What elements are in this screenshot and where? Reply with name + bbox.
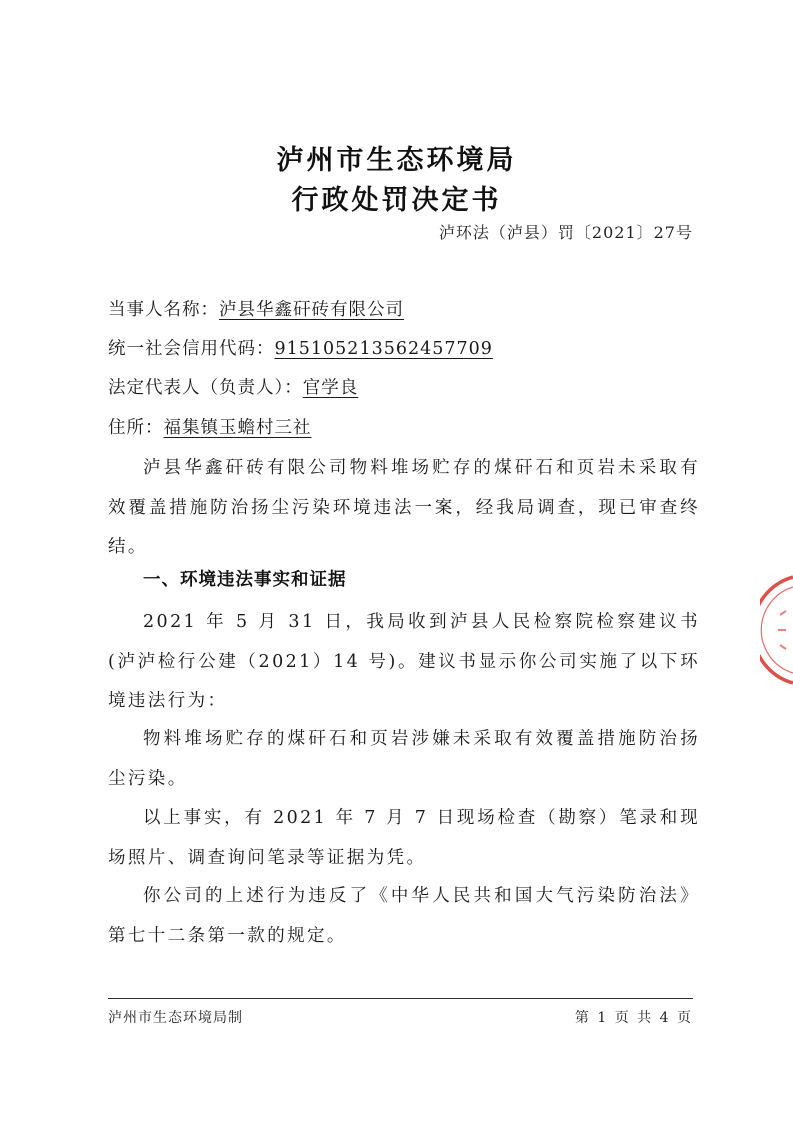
law-paragraph: 你公司的上述行为违反了《中华人民共和国大气污染防治法》第七十二条第一款的规定。 bbox=[108, 886, 700, 946]
legal-rep-label: 法定代表人（负责人）： bbox=[108, 378, 303, 398]
footer-divider bbox=[108, 998, 693, 999]
document-title-type: 行政处罚决定书 bbox=[291, 185, 502, 216]
legal-rep-row bbox=[108, 374, 358, 399]
credit-code-row bbox=[108, 335, 493, 360]
address-value: 福集镇玉蟾村三社 bbox=[163, 418, 312, 438]
party-name-label: 当事人名称： bbox=[108, 300, 219, 320]
footer-issuer: 泸州市生态环境局制 bbox=[108, 1010, 243, 1026]
credit-code-value: 915105213562457709 bbox=[274, 339, 493, 359]
evidence-paragraph: 以上事实，有 2021 年 7 月 7 日现场检查（勘察）笔录和现场照片、调查询问笔录等证据为凭。 bbox=[108, 808, 700, 868]
violation-paragraph: 物料堆场贮存的煤矸石和页岩涉嫌未采取有效覆盖措施防治扬尘污染。 bbox=[108, 729, 700, 789]
intro-paragraph: 泸县华鑫矸砖有限公司物料堆场贮存的煤矸石和页岩未采取有效覆盖措施防治扬尘污染环境违法一案，经我局调查，现已审查终结。 bbox=[108, 458, 700, 557]
party-name-row bbox=[108, 296, 404, 321]
party-name-value: 泸县华鑫矸砖有限公司 bbox=[219, 300, 404, 320]
received-paragraph: 2021 年 5 月 31 日，我局收到泸县人民检察院检察建议书(泸泸检行公建（2021）14 号)。建议书显示你公司实施了以下环境违法行为： bbox=[108, 612, 700, 711]
section-heading-facts: 一、环境违法事实和证据 bbox=[143, 570, 347, 590]
footer-page-number: 第 1 页 共 4 页 bbox=[574, 1010, 693, 1026]
address-row bbox=[108, 414, 312, 439]
address-label: 住所： bbox=[108, 418, 164, 438]
legal-rep-value: 官学良 bbox=[302, 378, 359, 398]
official-seal-edge-icon bbox=[760, 575, 793, 685]
credit-code-label: 统一社会信用代码： bbox=[108, 339, 275, 359]
document-number: 泸环法（泸县）罚〔2021〕27号 bbox=[438, 223, 693, 242]
document-title-agency: 泸州市生态环境局 bbox=[276, 145, 517, 176]
